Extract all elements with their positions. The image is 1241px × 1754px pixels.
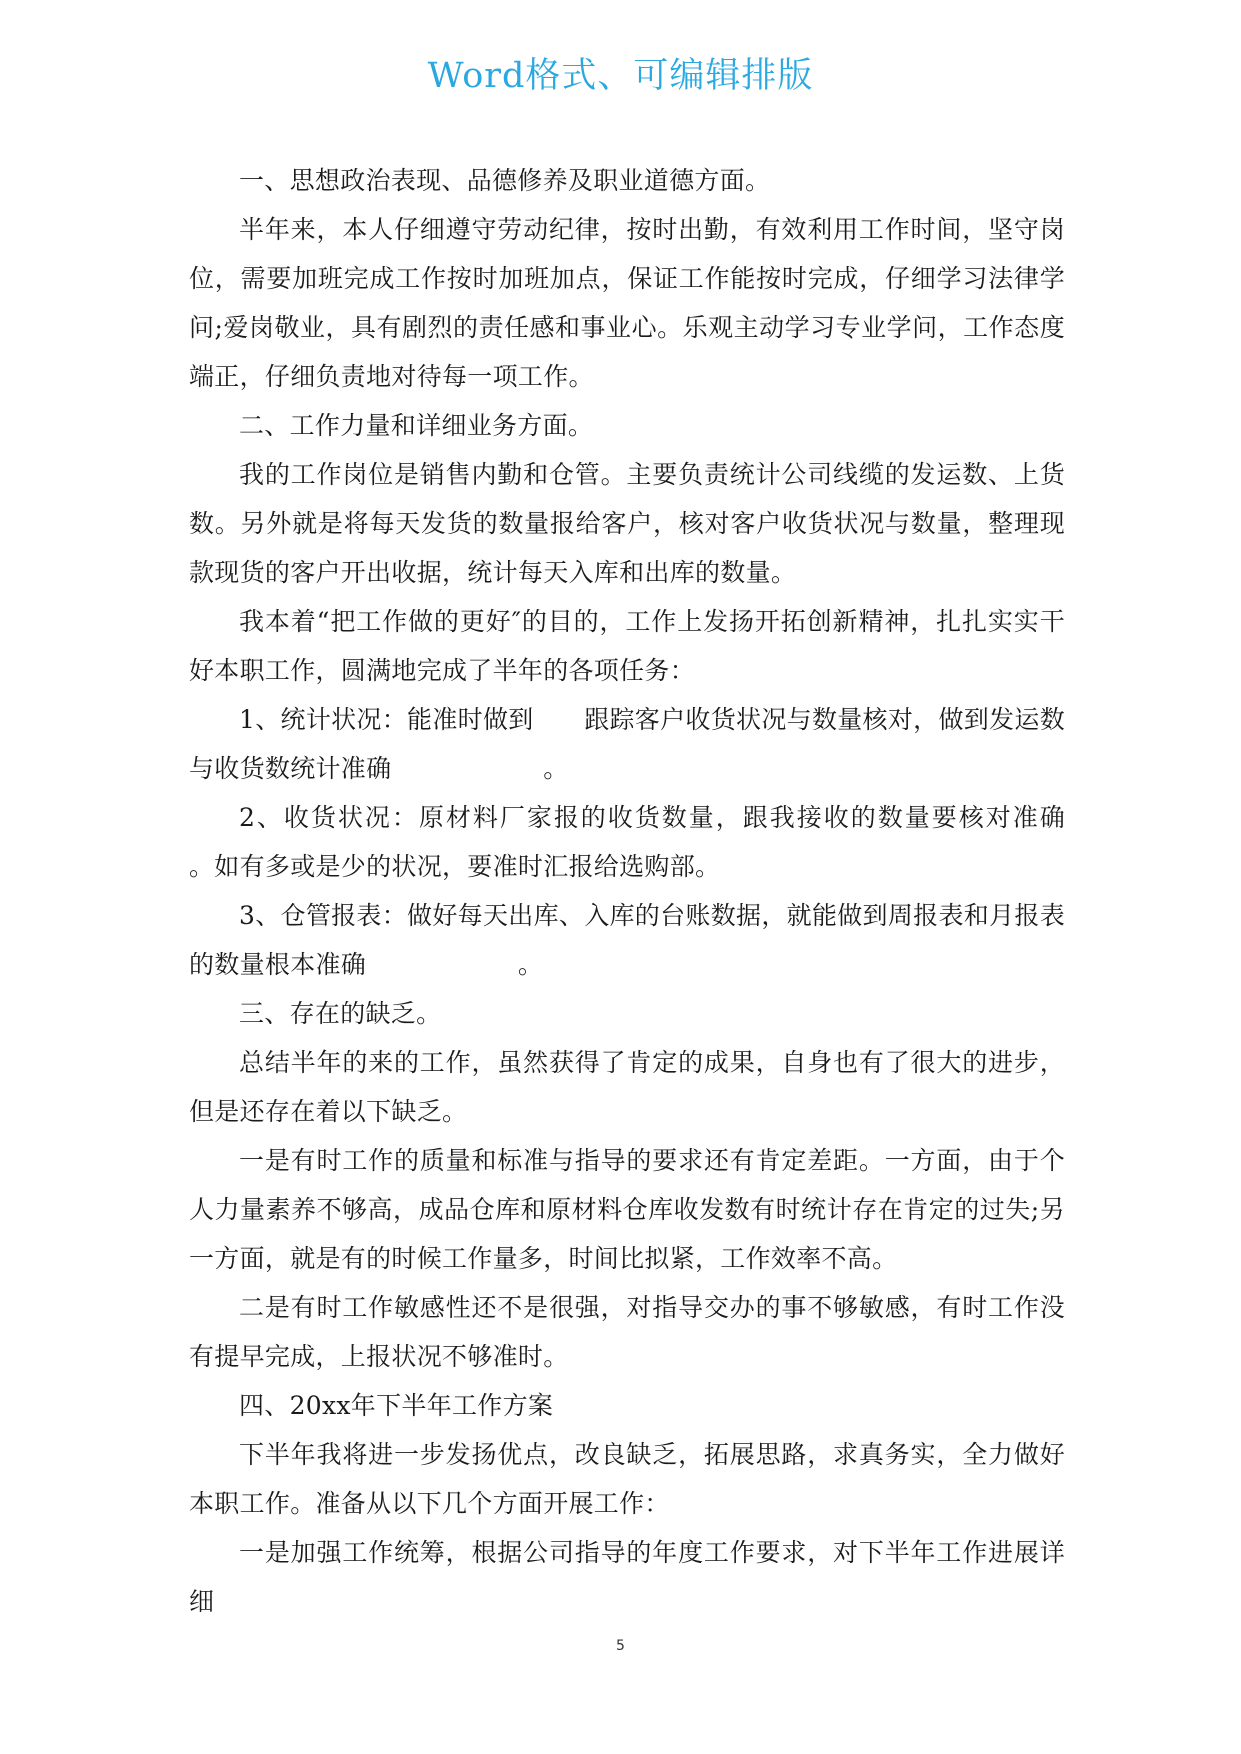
paragraph: 一是有时工作的质量和标准与指导的要求还有肯定差距。一方面，由于个人力量素养不够高，成品仓库和原材料仓库收发数有时统计存在肯定的过失;另一方面，就是有的时候工作量多，时间比拟紧，工作效率不高。: [189, 1146, 1065, 1273]
page-number: 5: [616, 1638, 625, 1654]
paragraph: 下半年我将进一步发扬优点，改良缺乏，拓展思路，求真务实，全力做好本职工作。准备从以下几个方面开展工作：: [189, 1440, 1065, 1518]
paragraph-section-2-heading: 二、工作力量和详细业务方面。: [239, 411, 594, 440]
document-header-title: Word格式、可编辑排版: [427, 56, 814, 96]
paragraph: 一是加强工作统筹，根据公司指导的年度工作要求，对下半年工作进展详细: [189, 1538, 1065, 1616]
paragraph: 二是有时工作敏感性还不是很强，对指导交办的事不够敏感，有时工作没有提早完成，上报状况不够准时。: [189, 1293, 1065, 1371]
list-item: 3、仓管报表：做好每天出库、入库的台账数据，就能做到周报表和月报表的数量根本准确 。: [189, 901, 1065, 979]
list-item: 2、收货状况：原材料厂家报的收货数量，跟我接收的数量要核对准确 。如有多或是少的状况，要准时汇报给选购部。: [189, 803, 1217, 881]
list-item: 1、统计状况：能准时做到 跟踪客户收货状况与数量核对，做到发运数与收货数统计准确 。: [189, 705, 1065, 783]
paragraph: 我的工作岗位是销售内勤和仓管。主要负责统计公司线缆的发运数、上货数。另外就是将每天发货的数量报给客户，核对客户收货状况与数量，整理现款现货的客户开出收据，统计每天入库和出库的数量。: [189, 460, 1065, 587]
document-body: [189, 156, 1217, 1626]
paragraph: 半年来，本人仔细遵守劳动纪律，按时出勤，有效利用工作时间，坚守岗位，需要加班完成工作按时加班加点，保证工作能按时完成，仔细学习法律学问;爱岗敬业，具有剧烈的责任感和事业心。乐观主动学习专业学问，工作态度端正，仔细负责地对待每一项工作。: [189, 215, 1065, 391]
paragraph: 我本着“把工作做的更好″的目的，工作上发扬开拓创新精神，扎扎实实干好本职工作，圆满地完成了半年的各项任务：: [189, 607, 1065, 685]
paragraph-section-1-heading: 一、思想政治表现、品德修养及职业道德方面。: [239, 166, 771, 195]
paragraph: 总结半年的来的工作，虽然获得了肯定的成果，自身也有了很大的进步，但是还存在着以下缺乏。: [189, 1048, 1065, 1126]
paragraph-section-3-heading: 三、存在的缺乏。: [239, 999, 442, 1028]
paragraph-section-4-heading: 四、20xx年下半年工作方案: [239, 1391, 554, 1420]
